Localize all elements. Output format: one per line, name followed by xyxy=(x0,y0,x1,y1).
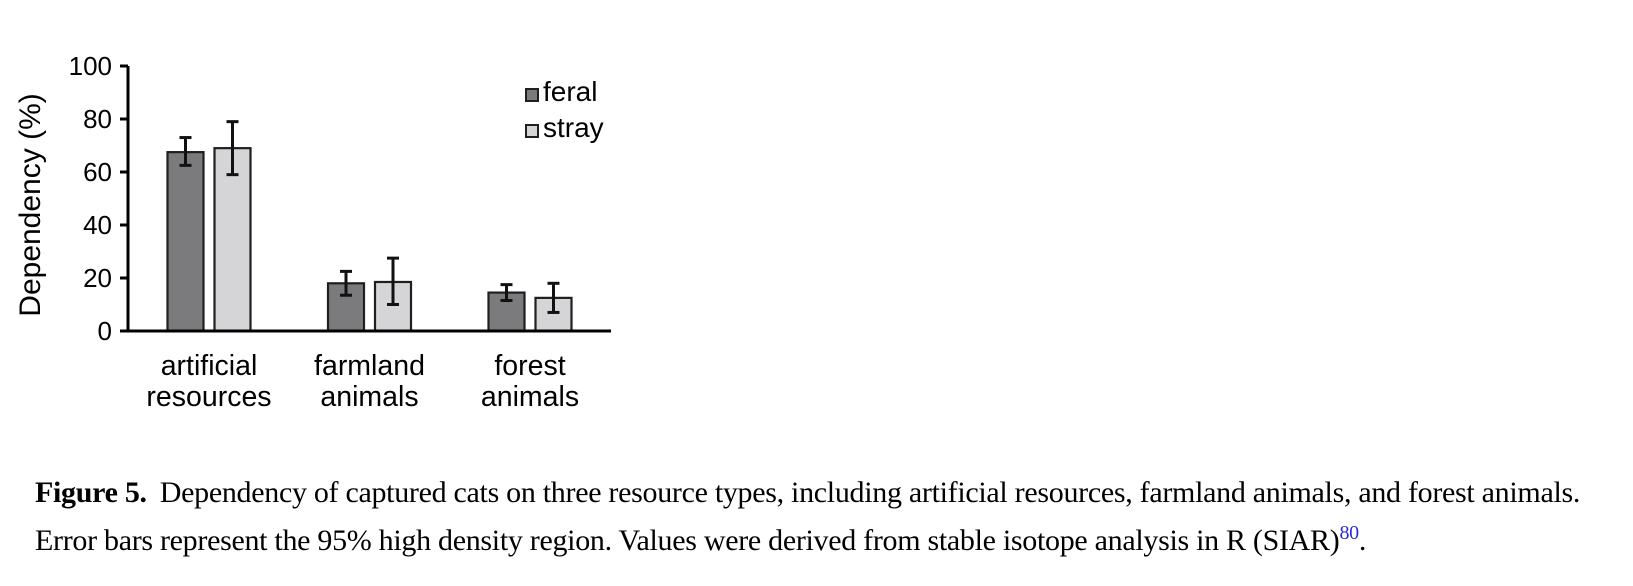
legend-swatch-feral xyxy=(526,89,538,101)
x-category-label-farmland-animals: farmland xyxy=(314,350,425,382)
x-category-label-artificial-resources: artificial xyxy=(160,350,258,382)
x-category-label-forest-animals: animals xyxy=(480,381,580,413)
y-tick-label-20: 20 xyxy=(83,263,112,293)
caption-text: Dependency of captured cats on three resource types, including artificial resources, farmland animals, and forest animals. Error bars represent the 95% high density region. Values were derived from stable isotope analysis in R (SIAR) xyxy=(35,476,1581,557)
y-axis-title: Dependency (%) xyxy=(14,93,47,317)
y-tick-label-60: 60 xyxy=(83,157,112,187)
bar-feral-artificial-resources xyxy=(168,152,204,331)
legend-label-stray: stray xyxy=(543,112,604,143)
x-category-label-farmland-animals: animals xyxy=(320,381,419,413)
y-tick-label-80: 80 xyxy=(83,104,112,134)
y-tick-label-40: 40 xyxy=(83,210,112,240)
dependency-bar-chart xyxy=(0,0,645,430)
x-category-label-forest-animals: forest xyxy=(494,350,566,382)
y-tick-label-0: 0 xyxy=(97,316,112,346)
x-category-label-artificial-resources: resources xyxy=(146,381,272,413)
legend-label-feral: feral xyxy=(543,76,598,107)
caption-period: . xyxy=(1358,524,1367,557)
figure-label: Figure 5. xyxy=(35,476,147,509)
citation-link-80[interactable]: 80 xyxy=(1339,522,1359,544)
legend-swatch-stray xyxy=(526,125,538,137)
figure-5-caption xyxy=(35,473,1627,560)
y-tick-label-100: 100 xyxy=(68,51,112,81)
